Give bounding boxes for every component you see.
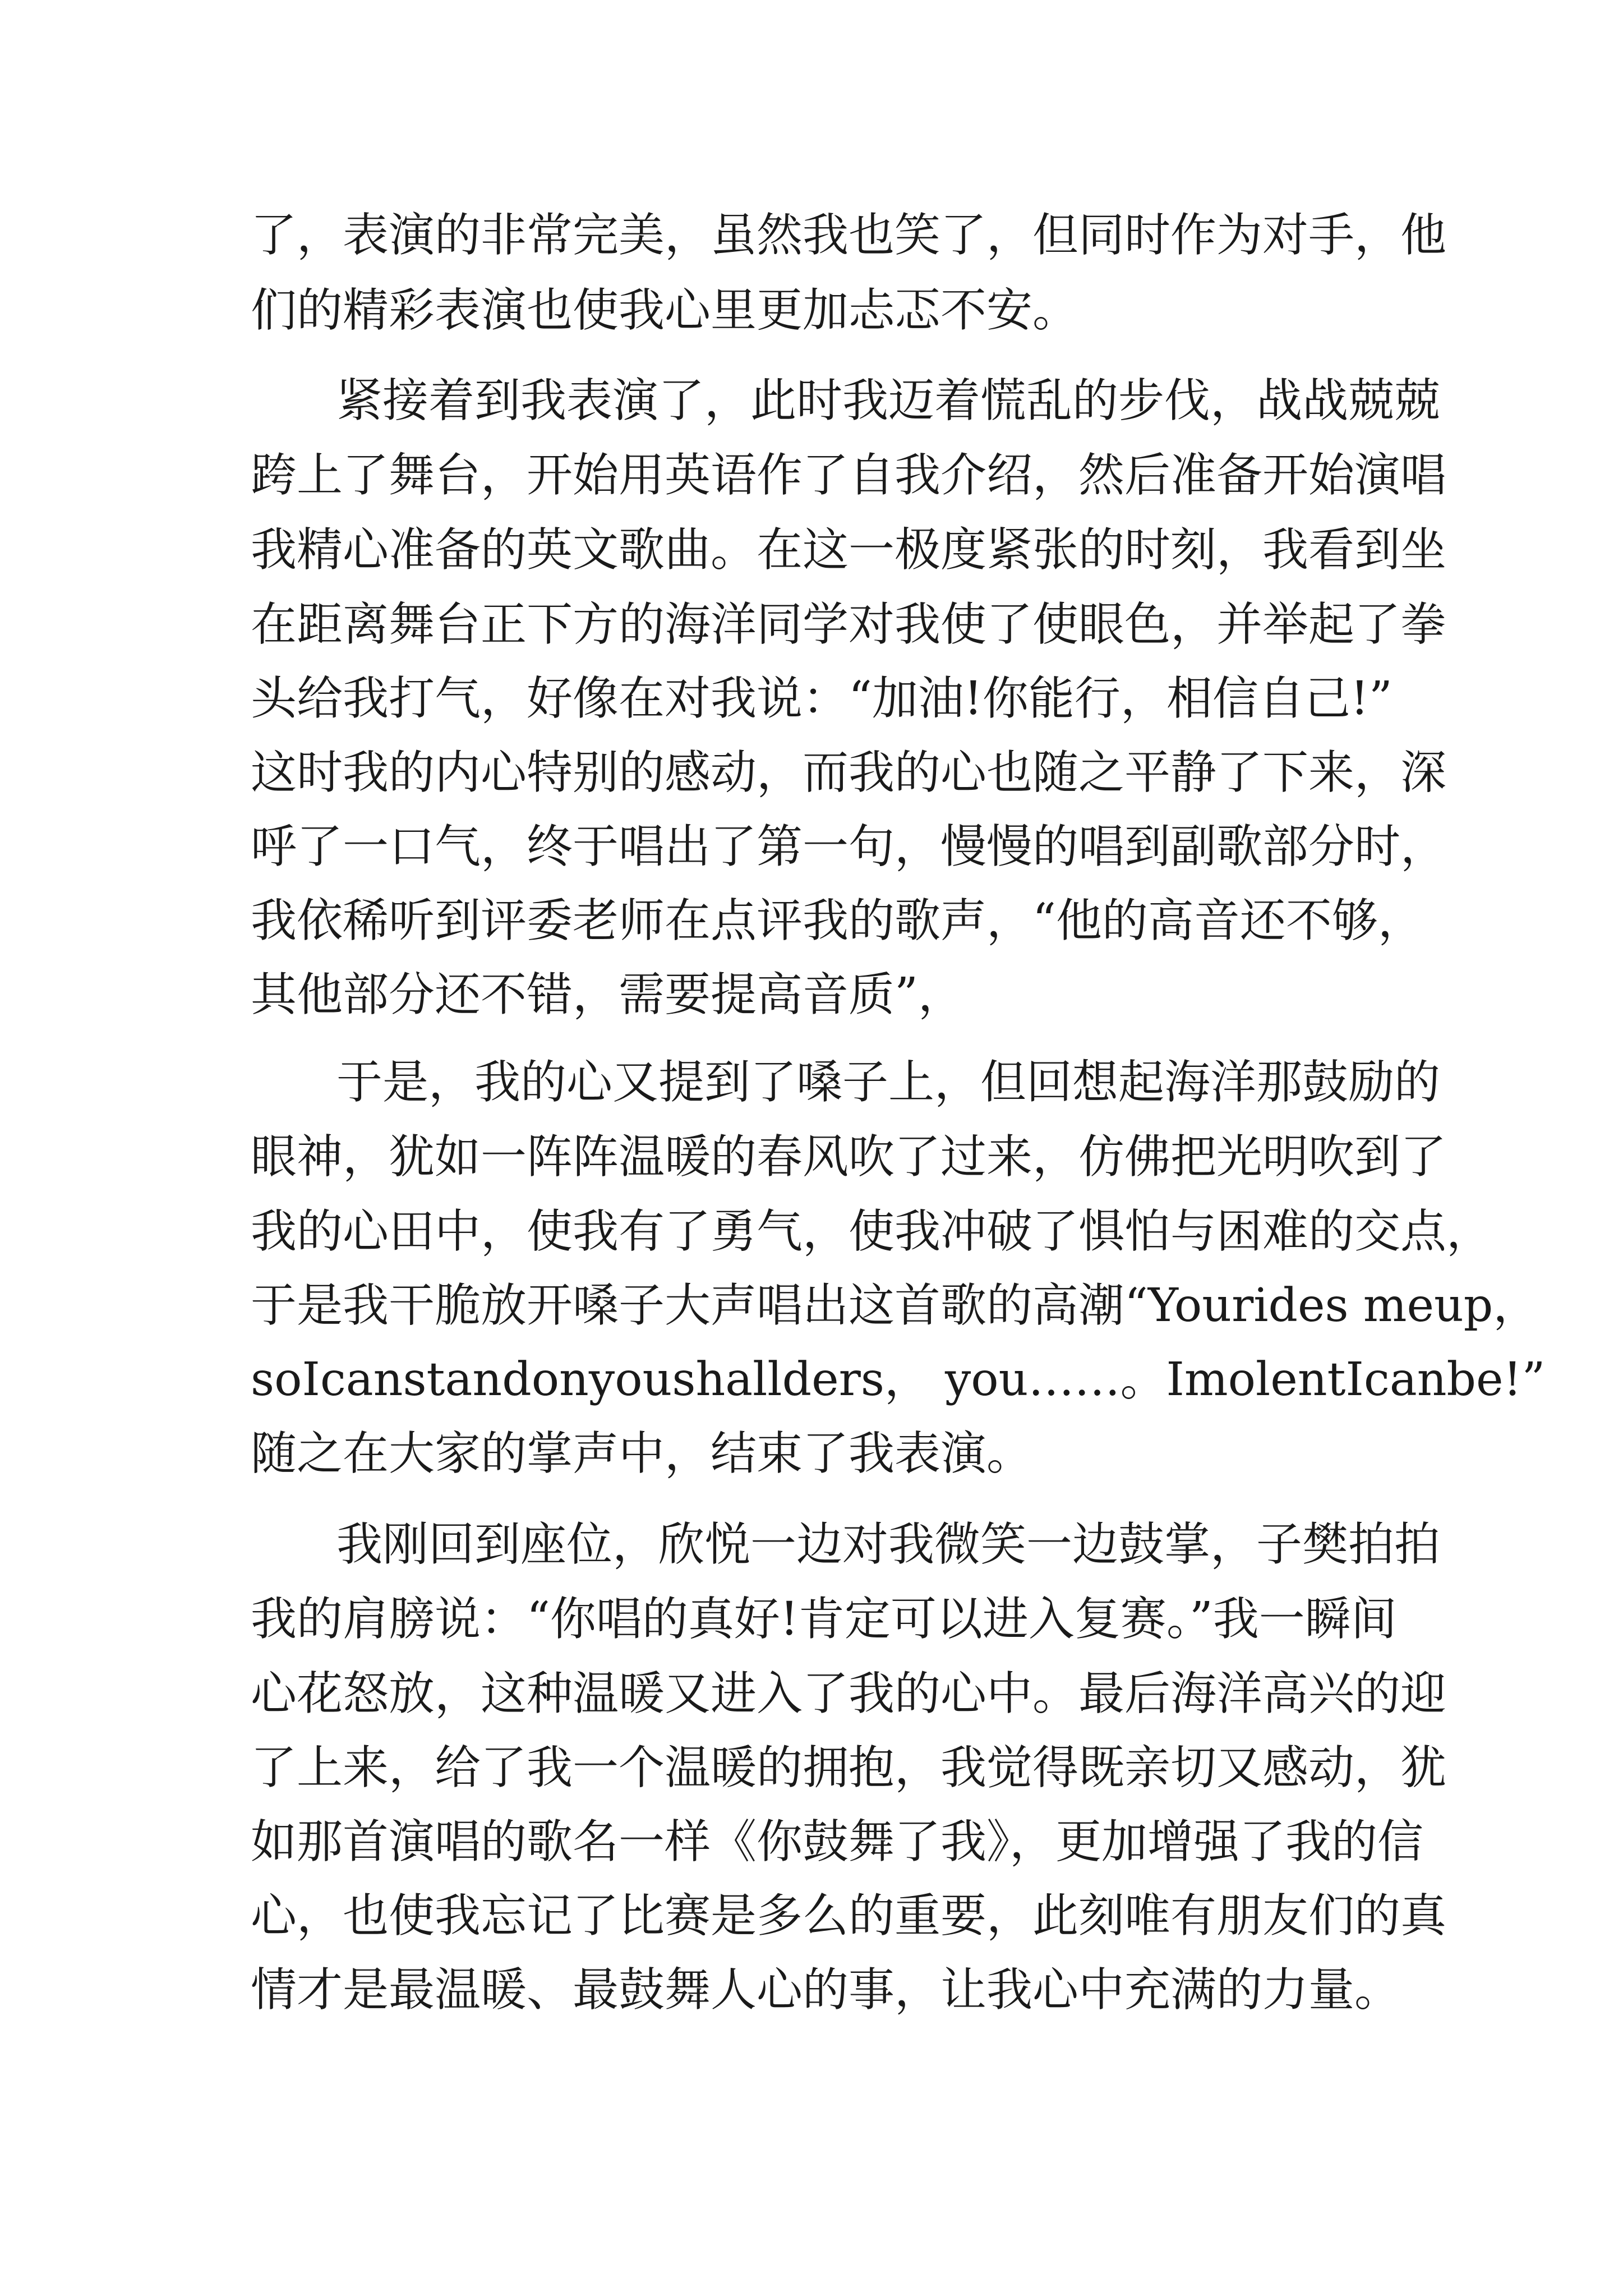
- text-line: 这时我的内心特别的感动，而我的心也随之平静了下来，深: [251, 746, 1447, 799]
- text-line: 们的精彩表演也使我心里更加忐忑不安。: [251, 284, 1079, 337]
- text-line: 我的心田中，使我有了勇气，使我冲破了惧怕与困难的交点，: [251, 1205, 1493, 1258]
- text-line: 其他部分还不错，需要提高音质”，: [251, 968, 964, 1022]
- text-line: 心，也使我忘记了比赛是多么的重要，此刻唯有朋友们的真: [251, 1889, 1447, 1943]
- text-line: 我精心准备的英文歌曲。在这一极度紧张的时刻，我看到坐: [251, 523, 1447, 577]
- text-line: 了上来，给了我一个温暖的拥抱，我觉得既亲切又感动，犹: [251, 1741, 1447, 1795]
- text-line: 于是，我的心又提到了嗓子上，但回想起海洋那鼓励的: [336, 1056, 1441, 1109]
- text-line: 情才是最温暖、最鼓舞人心的事，让我心中充满的力量。: [251, 1963, 1401, 2017]
- text-line: 眼神，犹如一阵阵温暖的春风吹了过来，仿佛把光明吹到了: [251, 1130, 1447, 1184]
- text-line: 我刚回到座位，欣悦一边对我微笑一边鼓掌，子樊拍拍: [336, 1518, 1441, 1571]
- text-line: 呼了一口气，终于唱出了第一句，慢慢的唱到副歌部分时，: [251, 820, 1447, 873]
- text-line: 我的肩膀说：“你唱的真好!肯定可以进入复赛。”我一瞬间: [251, 1593, 1397, 1646]
- text-line: 我依稀听到评委老师在点评我的歌声，“他的高音还不够，: [251, 894, 1424, 947]
- text-line: 跨上了舞台，开始用英语作了自我介绍，然后准备开始演唱: [251, 449, 1447, 502]
- text-line: 了，表演的非常完美，虽然我也笑了，但同时作为对手，他: [251, 209, 1447, 262]
- text-line: 如那首演唱的歌名一样《你鼓舞了我》，更加增强了我的信: [251, 1815, 1424, 1869]
- text-line: 于是我干脆放开嗓子大声唱出这首歌的高潮“Yourides meup，: [251, 1279, 1539, 1332]
- text-line: 心花怒放，这种温暖又进入了我的心中。最后海洋高兴的迎: [251, 1667, 1447, 1720]
- text-line: soIcanstandonyoushallders， you……。ImolentIcanbe!”: [251, 1353, 1546, 1406]
- text-line: 头给我打气，好像在对我说：“加油!你能行，相信自己!”: [251, 672, 1393, 725]
- text-line: 紧接着到我表演了，此时我迈着慌乱的步伐，战战兢兢: [336, 374, 1441, 427]
- text-line: 在距离舞台正下方的海洋同学对我使了使眼色，并举起了拳: [251, 598, 1447, 651]
- text-line: 随之在大家的掌声中，结束了我表演。: [251, 1427, 1033, 1480]
